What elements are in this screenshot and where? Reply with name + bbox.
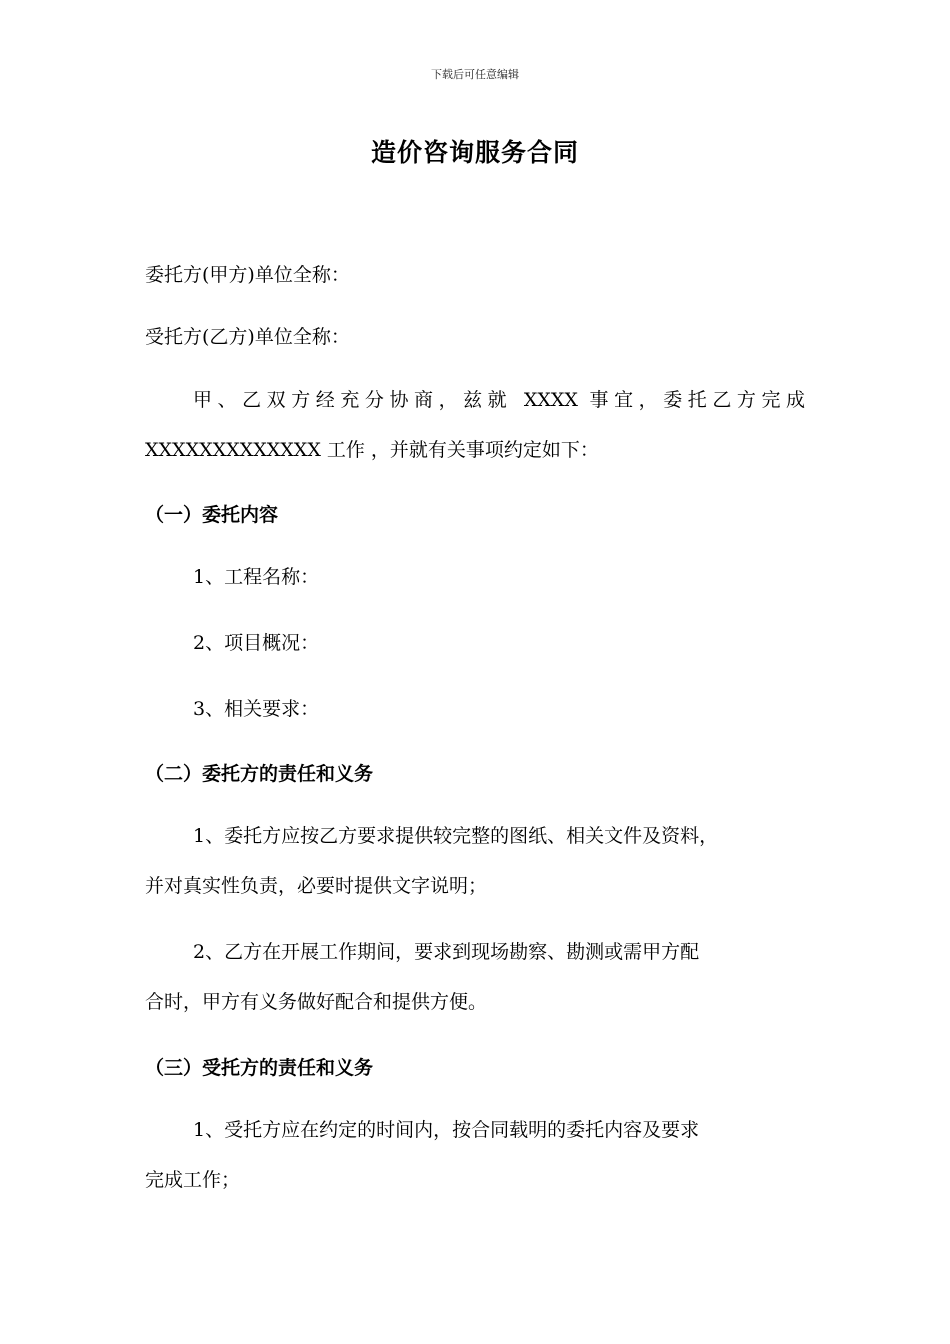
section-2-heading: （二）委托方的责任和义务 [145,763,374,785]
party-b-line: 受托方(乙方)单位全称： [145,326,350,348]
intro-line-1: 甲、乙双方经充分协商，兹就 XXXX 事宜，委托乙方完成 [193,389,805,411]
section-2-item-1-line-1: 1、委托方应按乙方要求提供较完整的图纸、相关文件及资料， [193,825,719,847]
section-1-item-2: 2、项目概况： [193,632,320,654]
section-3-item-1-line-1: 1、受托方应在约定的时间内，按合同载明的委托内容及要求 [193,1119,700,1141]
section-3-heading: （三）受托方的责任和义务 [145,1057,374,1079]
party-a-line: 委托方(甲方)单位全称： [145,264,350,286]
section-3-item-1-line-2: 完成工作； [145,1169,241,1191]
section-1-item-1: 1、工程名称： [193,566,320,588]
section-1-item-3: 3、相关要求： [193,698,320,720]
document-title: 造价咨询服务合同 [370,138,579,167]
section-2-item-1-line-2: 并对真实性负责，必要时提供文字说明； [145,875,488,897]
section-2-item-2-line-1: 2、乙方在开展工作期间，要求到现场勘察、勘测或需甲方配 [193,941,700,963]
header-note: 下载后可任意编辑 [431,68,519,81]
section-1-heading: （一）委托内容 [145,504,279,526]
intro-line-2: XXXXXXXXXXXXX 工作 ，并就有关事项约定如下： [145,439,599,461]
section-2-item-2-line-2: 合时，甲方有义务做好配合和提供方便。 [145,991,488,1013]
